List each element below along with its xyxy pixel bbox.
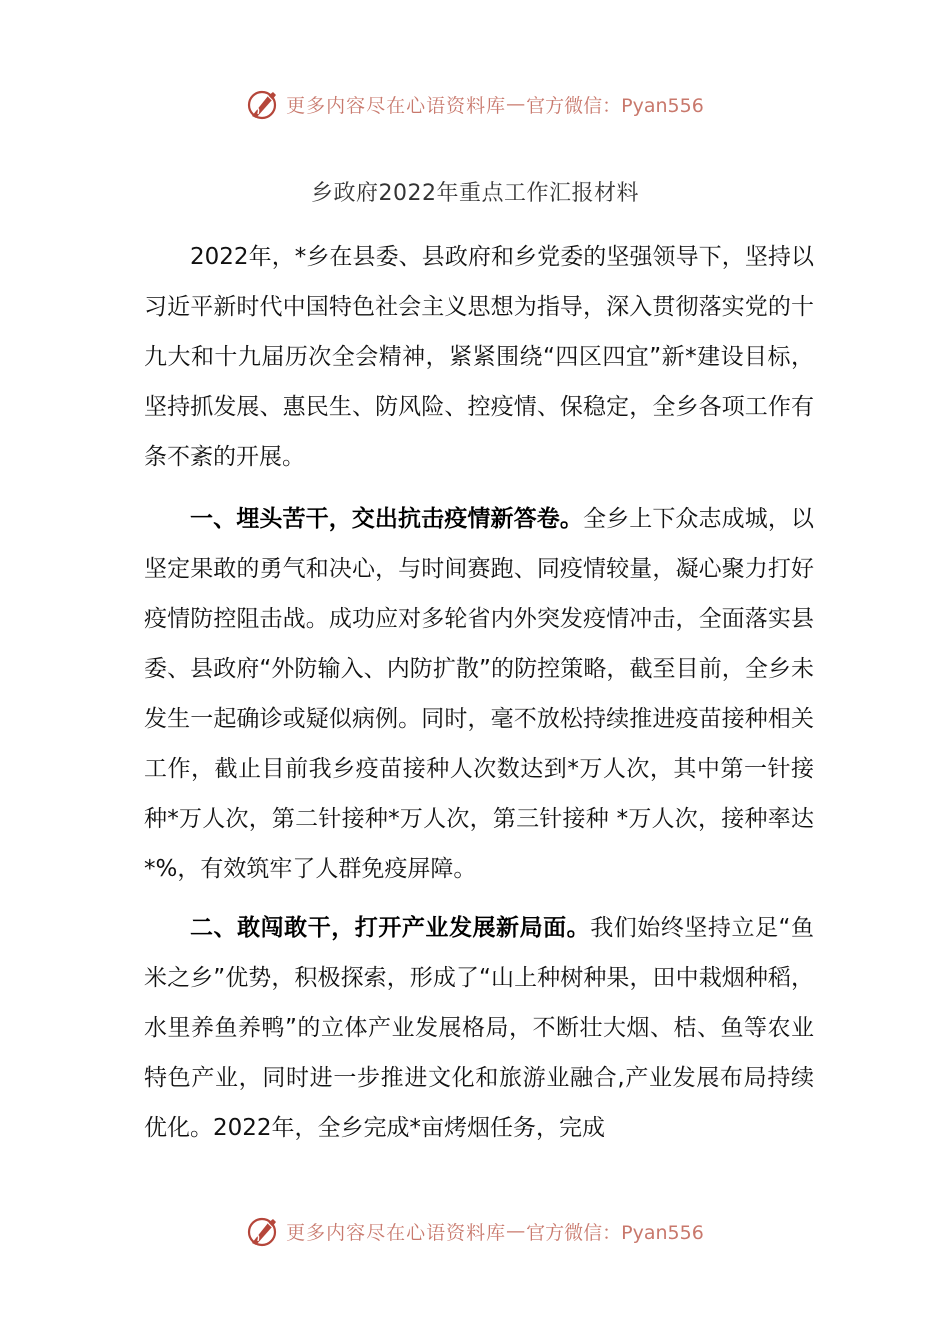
paragraph-section-2 [144,903,814,1153]
section-heading: 一、埋头苦干，交出抗击疫情新答卷。 [190,506,583,532]
header-banner [0,84,950,124]
section-heading: 二、敢闯敢干，打开产业发展新局面。 [190,915,591,941]
banner-dash: — [506,93,527,115]
banner-dash: — [506,1220,527,1242]
paragraph-text: 全乡上下众志成城，以坚定果敢的勇气和决心，与时间赛跑、同疫情较量，凝心聚力打好疫情防控阻击战。成功应对多轮省内外突发疫情冲击，全面落实县委、县政府“外防输入、内防扩散”的防控策略，截至目前，全乡未发生一起确诊或疑似病例。同时，毫不放松持续推进疫苗接种相关工作，截止目前我乡疫苗接种人次数达到*万人次，其中第一针接种*万人次，第二针接种*万人次，第三针接种 *万人次，接种率达*%，有效筑牢了人群免疫屏障。 [144,506,815,882]
paragraph-text: 我们始终坚持立足“鱼米之乡”优势，积极探索，形成了“山上种树种果，田中栽烟种稻，水里养鱼养鸭”的立体产业发展格局，不断壮大烟、桔、鱼等农业特色产业，同时进一步推进文化和旅游业融合,产业发展布局持续优化。2022年，全乡完成*亩烤烟任务，完成 [144,915,815,1141]
paragraph-section-1 [144,494,814,894]
paragraph-text: 2022年，*乡在县委、县政府和乡党委的坚强领导下，坚持以习近平新时代中国特色社会主义思想为指导，深入贯彻落实党的十九大和十九届历次全会精神，紧紧围绕“四区四宜”新*建设目标，坚持抓发展、惠民生、防风险、控疫情、保稳定，全乡各项工作有条不紊的开展。 [144,244,814,470]
footer-banner [0,1211,950,1251]
paragraph-intro [144,232,814,482]
document-title: 乡政府2022年重点工作汇报材料 [311,181,639,206]
banner-wechat-text: 官方微信：Pyan556 [526,94,704,117]
pen-logo-icon [246,86,282,122]
banner-site-text: 更多内容尽在心语资料库 [286,1221,507,1244]
banner-site-text: 更多内容尽在心语资料库 [286,94,507,117]
banner-wechat-text: 官方微信：Pyan556 [526,1221,704,1244]
pen-logo-icon [246,1213,282,1249]
